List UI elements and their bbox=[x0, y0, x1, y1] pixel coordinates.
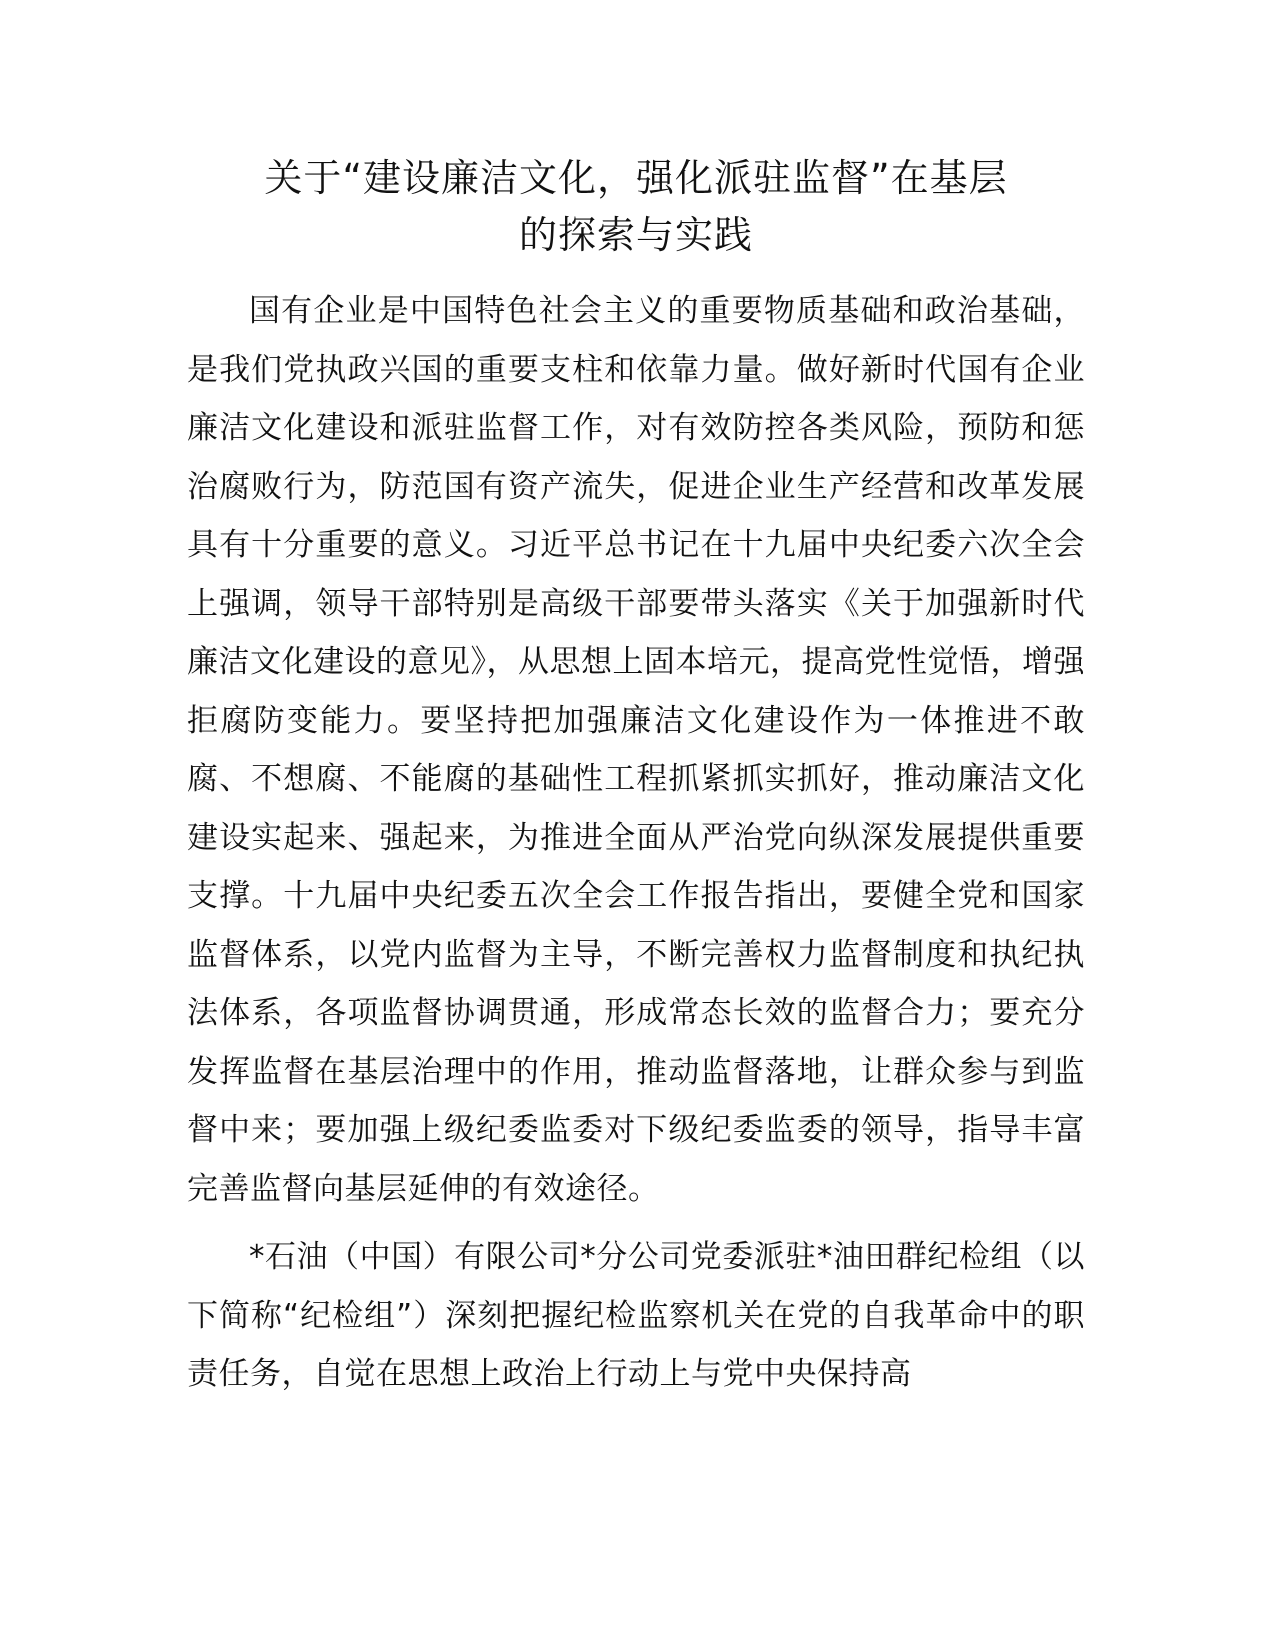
title-line-2: 的探索与实践 bbox=[518, 213, 753, 257]
paragraph-2: *石油（中国）有限公司*分公司党委派驻*油田群纪检组（以下简称“纪检组”）深刻把握纪检监察机关在党的自我革命中的职责任务，自觉在思想上政治上行动上与党中央保持高 bbox=[187, 1239, 1085, 1392]
document-body bbox=[187, 282, 1085, 1404]
document-title bbox=[187, 150, 1085, 264]
paragraph-1: 国有企业是中国特色社会主义的重要物质基础和政治基础，是我们党执政兴国的重要支柱和依靠力量。做好新时代国有企业廉洁文化建设和派驻监督工作，对有效防控各类风险，预防和惩治腐败行为，防范国有资产流失，促进企业生产经营和改革发展具有十分重要的意义。习近平总书记在十九届中央纪委六次全会上强调，领导干部特别是高级干部要带头落实《关于加强新时代廉洁文化建设的意见》，从思想上固本培元，提高党性觉悟，增强拒腐防变能力。要坚持把加强廉洁文化建设作为一体推进不敢腐、不想腐、不能腐的基础性工程抓紧抓实抓好，推动廉洁文化建设实起来、强起来，为推进全面从严治党向纵深发展提供重要支撑。十九届中央纪委五次全会工作报告指出，要健全党和国家监督体系，以党内监督为主导，不断完善权力监督制度和执纪执法体系，各项监督协调贯通，形成常态长效的监督合力；要充分发挥监督在基层治理中的作用，推动监督落地，让群众参与到监督中来；要加强上级纪委监委对下级纪委监委的领导，指导丰富完善监督向基层延伸的有效途径。 bbox=[187, 293, 1085, 1207]
title-line-1: 关于“建设廉洁文化，强化派驻监督”在基层 bbox=[264, 156, 1008, 200]
document-page bbox=[187, 150, 1085, 1404]
